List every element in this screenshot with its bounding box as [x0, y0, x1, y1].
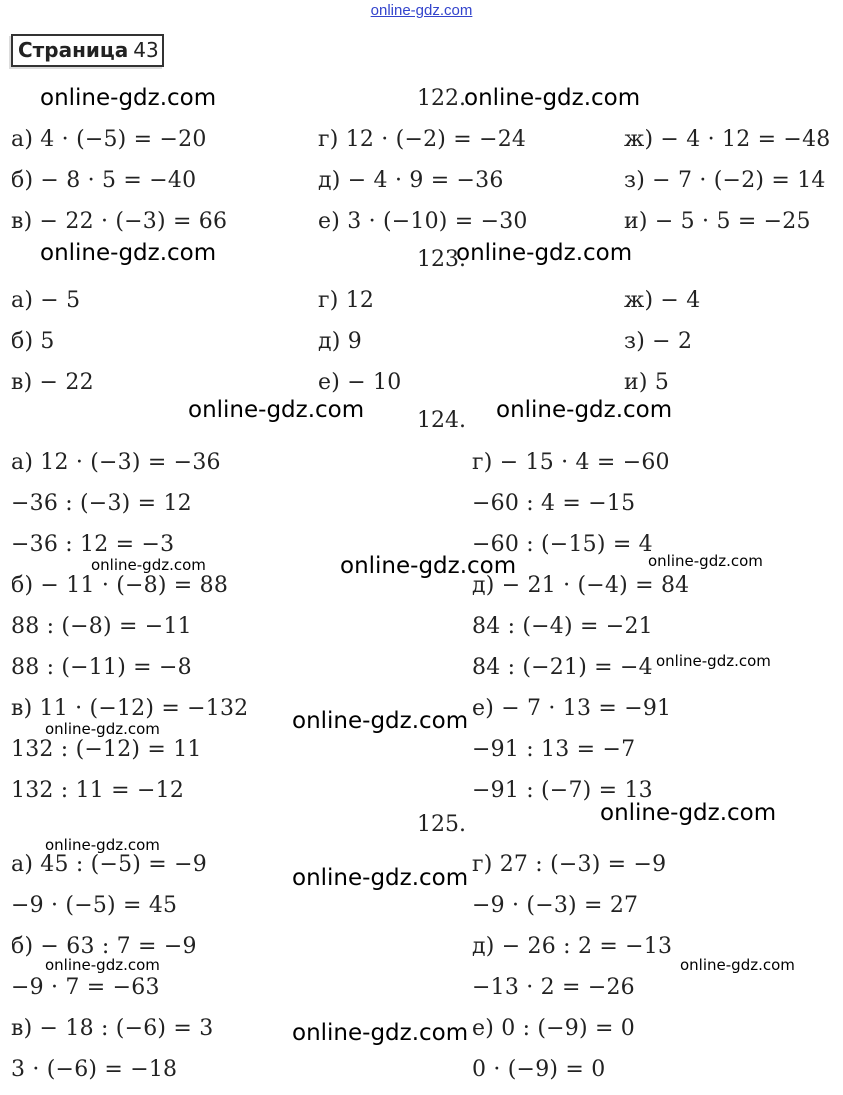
- page-badge-label: Страница: [18, 38, 129, 62]
- task-125-line: −9 · (−3) = 27: [472, 893, 639, 918]
- task-125-line: г) 27 : (−3) = −9: [472, 852, 667, 877]
- watermark-text: online-gdz.com: [340, 553, 517, 579]
- task-125-line: а) 45 : (−5) = −9: [11, 852, 207, 877]
- task-124-line: а) 12 · (−3) = −36: [11, 450, 221, 475]
- watermark-text: online-gdz.com: [464, 85, 641, 111]
- task-124-line: −60 : 4 = −15: [472, 491, 636, 516]
- watermark-text: online-gdz.com: [600, 800, 777, 826]
- watermark-text: online-gdz.com: [45, 956, 160, 974]
- task-125-line: −13 · 2 = −26: [472, 975, 635, 1000]
- task-124-line: д) − 21 · (−4) = 84: [472, 573, 690, 598]
- task-124-line: −36 : (−3) = 12: [11, 491, 192, 516]
- task-124-line: −91 : (−7) = 13: [472, 778, 653, 803]
- task-125-line: б) − 63 : 7 = −9: [11, 934, 197, 959]
- task-125-line: −9 · (−5) = 45: [11, 893, 178, 918]
- task-125-line: д) − 26 : 2 = −13: [472, 934, 673, 959]
- task-125-line: 0 · (−9) = 0: [472, 1057, 606, 1082]
- task-123-line: б) 5: [11, 329, 55, 354]
- task-122-line: и) − 5 · 5 = −25: [624, 209, 811, 234]
- task-122-line: б) − 8 · 5 = −40: [11, 168, 197, 193]
- page-badge-number: 43: [133, 38, 159, 62]
- task-124-line: г) − 15 · 4 = −60: [472, 450, 670, 475]
- watermark-text: online-gdz.com: [292, 708, 469, 734]
- task-123-line: в) − 22: [11, 370, 94, 395]
- watermark-text: online-gdz.com: [188, 397, 365, 423]
- task-123-line: и) 5: [624, 370, 670, 395]
- task-123-line: з) − 2: [624, 329, 693, 354]
- watermark-text: online-gdz.com: [680, 956, 795, 974]
- watermark-text: online-gdz.com: [648, 552, 763, 570]
- watermark-text: online-gdz.com: [45, 836, 160, 854]
- watermark-text: online-gdz.com: [45, 720, 160, 738]
- task-124-line: −91 : 13 = −7: [472, 737, 636, 762]
- task-124-line: 132 : 11 = −12: [11, 778, 185, 803]
- task-125-line: в) − 18 : (−6) = 3: [11, 1016, 214, 1041]
- task-122-line: е) 3 · (−10) = −30: [318, 209, 528, 234]
- task-123-line: д) 9: [318, 329, 362, 354]
- task-124-number: 124.: [417, 408, 466, 433]
- task-123-line: г) 12: [318, 288, 375, 313]
- task-124-line: 84 : (−21) = −4: [472, 655, 653, 680]
- task-123-number: 123.: [417, 247, 466, 272]
- task-122-line: ж) − 4 · 12 = −48: [624, 127, 831, 152]
- task-124-line: −60 : (−15) = 4: [472, 532, 653, 557]
- watermark-text: online-gdz.com: [292, 1020, 469, 1046]
- site-link[interactable]: online-gdz.com: [370, 2, 473, 19]
- page-badge: [11, 34, 164, 67]
- watermark-text: online-gdz.com: [91, 556, 206, 574]
- task-122-line: з) − 7 · (−2) = 14: [624, 168, 826, 193]
- watermark-text: online-gdz.com: [656, 652, 771, 670]
- watermark-text: online-gdz.com: [456, 240, 633, 266]
- task-124-line: 88 : (−11) = −8: [11, 655, 192, 680]
- watermark-text: online-gdz.com: [40, 85, 217, 111]
- task-125-line: 3 · (−6) = −18: [11, 1057, 178, 1082]
- task-122-line: а) 4 · (−5) = −20: [11, 127, 207, 152]
- task-123-line: ж) − 4: [624, 288, 701, 313]
- watermark-text: online-gdz.com: [40, 240, 217, 266]
- task-124-line: 88 : (−8) = −11: [11, 614, 192, 639]
- task-124-line: 84 : (−4) = −21: [472, 614, 653, 639]
- task-125-line: е) 0 : (−9) = 0: [472, 1016, 636, 1041]
- task-122-line: г) 12 · (−2) = −24: [318, 127, 527, 152]
- task-124-line: в) 11 · (−12) = −132: [11, 696, 249, 721]
- task-124-line: б) − 11 · (−8) = 88: [11, 573, 229, 598]
- task-122-number: 122.: [417, 86, 466, 111]
- task-124-line: −36 : 12 = −3: [11, 532, 175, 557]
- task-123-line: е) − 10: [318, 370, 402, 395]
- task-125-line: −9 · 7 = −63: [11, 975, 160, 1000]
- task-123-line: а) − 5: [11, 288, 81, 313]
- task-124-line: 132 : (−12) = 11: [11, 737, 202, 762]
- watermark-text: online-gdz.com: [292, 865, 469, 891]
- watermark-text: online-gdz.com: [496, 397, 673, 423]
- task-122-line: в) − 22 · (−3) = 66: [11, 209, 228, 234]
- task-125-number: 125.: [417, 812, 466, 837]
- task-124-line: е) − 7 · 13 = −91: [472, 696, 672, 721]
- task-122-line: д) − 4 · 9 = −36: [318, 168, 504, 193]
